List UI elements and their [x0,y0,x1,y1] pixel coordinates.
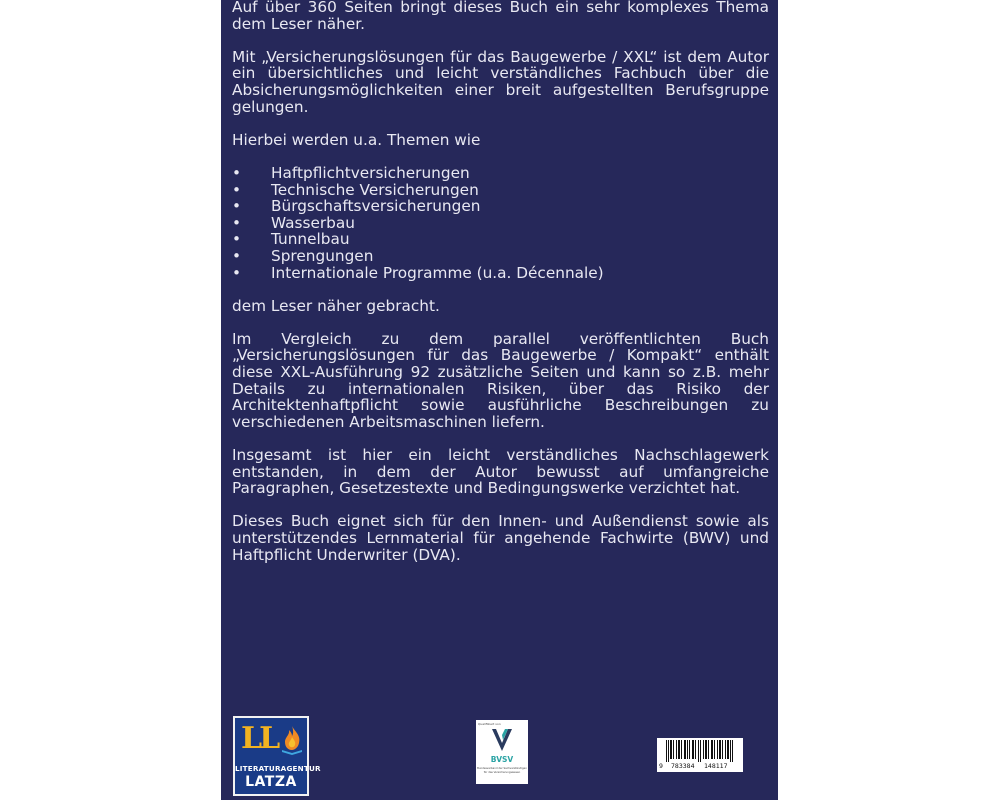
flame-book-icon [281,725,303,755]
back-cover [221,0,778,800]
isbn-barcode [657,738,743,772]
association-subtitle: Bundesverband der Sachverständigen [477,767,527,770]
list-item: • Bürgschaftsversicherungen [232,198,769,215]
audience-paragraph: Dieses Buch eignet sich für den Innen- und Außendienst sowie als unterstützendes Lernmaterial für angehende Fachwirte (BWV) und Haftpflicht Underwriter (DVA). [232,512,769,564]
topic-list [232,165,769,281]
association-top-text: Qualifiziert von [478,722,501,726]
barcode-icon [657,738,743,762]
topics-lead: Hierbei werden u.a. Themen wie [232,130,481,149]
topics-tail: dem Leser näher gebracht. [232,296,440,315]
publisher-logo [233,716,321,796]
list-item: • Tunnelbau [232,231,769,248]
bvsv-mark-icon [489,727,515,753]
list-item: • Technische Versicherungen [232,182,769,199]
summary-paragraph: Insgesamt ist hier ein leicht verständliches Nachschlagewerk entstanden, in dem der Autor bewusst auf umfangreiche Paragraphen, Gesetzestexte und Bedingungswerke verzichtet hat. [232,446,769,498]
association-name: BVSV [490,755,514,764]
intro-paragraph: Auf über 360 Seiten bringt dieses Buch ein sehr komplexes Thema dem Leser näher. [232,0,769,33]
list-item: • Wasserbau [232,215,769,232]
description-paragraph: Mit „Versicherungslösungen für das Baugewerbe / XXL“ ist dem Autor ein übersichtliches und leicht verständliches Fachbuch über die Absicherungsmöglichkeiten einer breit aufgestellten Berufsgruppe gelungen. [232,47,769,116]
barcode-digits: 148117 [704,762,728,770]
barcode-digit: 9 [659,762,663,770]
publisher-name-line1: LITERATURAGENTUR [235,764,321,773]
association-subtitle: für das Versicherungswesen [483,771,521,774]
blurb-text [232,0,769,580]
list-item: • Sprengungen [232,248,769,265]
list-item: • Internationale Programme (u.a. Décennale) [232,265,769,282]
publisher-name-line2: LATZA [245,774,297,790]
publisher-letters: LL [241,721,278,756]
comparison-paragraph: Im Vergleich zu dem parallel veröffentlichten Buch „Versicherungslösungen für das Baugewerbe / Kompakt“ enthält diese XXL-Ausführung 92 zusätzliche Seiten und kann so z.B. mehr Details zu internationalen Risiken, über das Risiko der Architektenhaftpflicht sowie ausführliche Beschreibungen zu verschiedenen Arbeitsmaschinen liefern. [232,329,769,431]
association-logo [476,720,528,784]
barcode-digits: 783384 [671,762,695,770]
list-item: • Haftpflichtversicherungen [232,165,769,182]
